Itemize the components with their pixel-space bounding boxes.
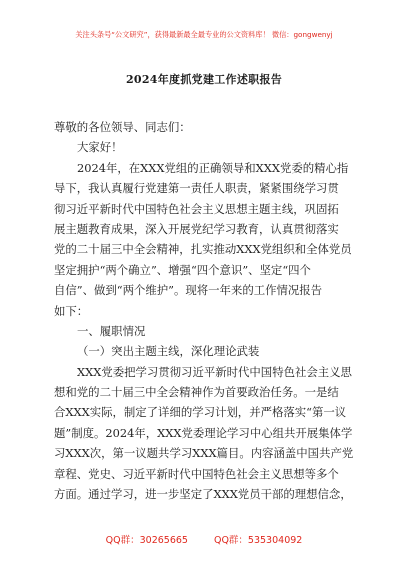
document-body (54, 117, 354, 504)
body-line: 合XXX实际，制定了详细的学习计划，并严格落实“第一议 (54, 405, 347, 420)
body-line: 方面。通过学习，进一步坚定了XXX党员干部的理想信念， (54, 487, 352, 502)
top-banner: 关注头条号“公文研究”，获得最新最全最专业的公文资料库！ 微信：gongwenyj (75, 30, 333, 39)
body-line: 2024年，在XXX党组的正确领导和XXX党委的精心指 (77, 160, 349, 175)
salutation-line: 尊敬的各位领导、同志们： (54, 120, 191, 134)
body-line: 自信”、做到“两个维护”。现将一年来的工作情况报告 (54, 283, 323, 298)
footer-qq-group-2: QQ群：535304092 (213, 535, 303, 546)
footer-qq-group-1: QQ群：30265665 (105, 535, 188, 546)
footer-contact (0, 532, 408, 546)
document-title: 2024年度抓党建工作述职报告 (125, 73, 283, 86)
body-line: 题”制度。2024年，XXX党委理论学习中心组共开展集体学 (54, 425, 353, 440)
section-heading: 一、履职情况 (77, 323, 146, 338)
body-line: XXX党委把学习贯彻习近平新时代中国特色社会主义思 (77, 364, 352, 379)
body-line: 展主题教育成果，深入开展党纪学习教育，认真贯彻落实 (54, 221, 339, 236)
greeting-line: 大家好！ (77, 140, 123, 155)
body-line: 导下，我认真履行党建第一责任人职责，紧紧围绕学习贯 (54, 181, 339, 196)
body-line: 如下： (54, 303, 89, 318)
body-line: 坚定拥护“两个确立”、增强“四个意识”、坚定“四个 (54, 262, 311, 277)
body-line: 习XXX次，第一议题共学习XXX篇目。内容涵盖中国共产党 (54, 446, 354, 461)
body-line: 想和党的二十届三中全会精神作为首要政治任务。一是结 (54, 385, 339, 400)
body-line: 党的二十届三中全会精神，扎实推动XXX党组织和全体党员 (54, 242, 352, 257)
body-line: 章程、党史、习近平新时代中国特色社会主义思想等多个 (54, 466, 339, 481)
subsection-heading: （一）突出主题主线，深化理论武装 (77, 344, 260, 359)
body-line: 彻习近平新时代中国特色社会主义思想主题主线，巩固拓 (54, 201, 339, 216)
